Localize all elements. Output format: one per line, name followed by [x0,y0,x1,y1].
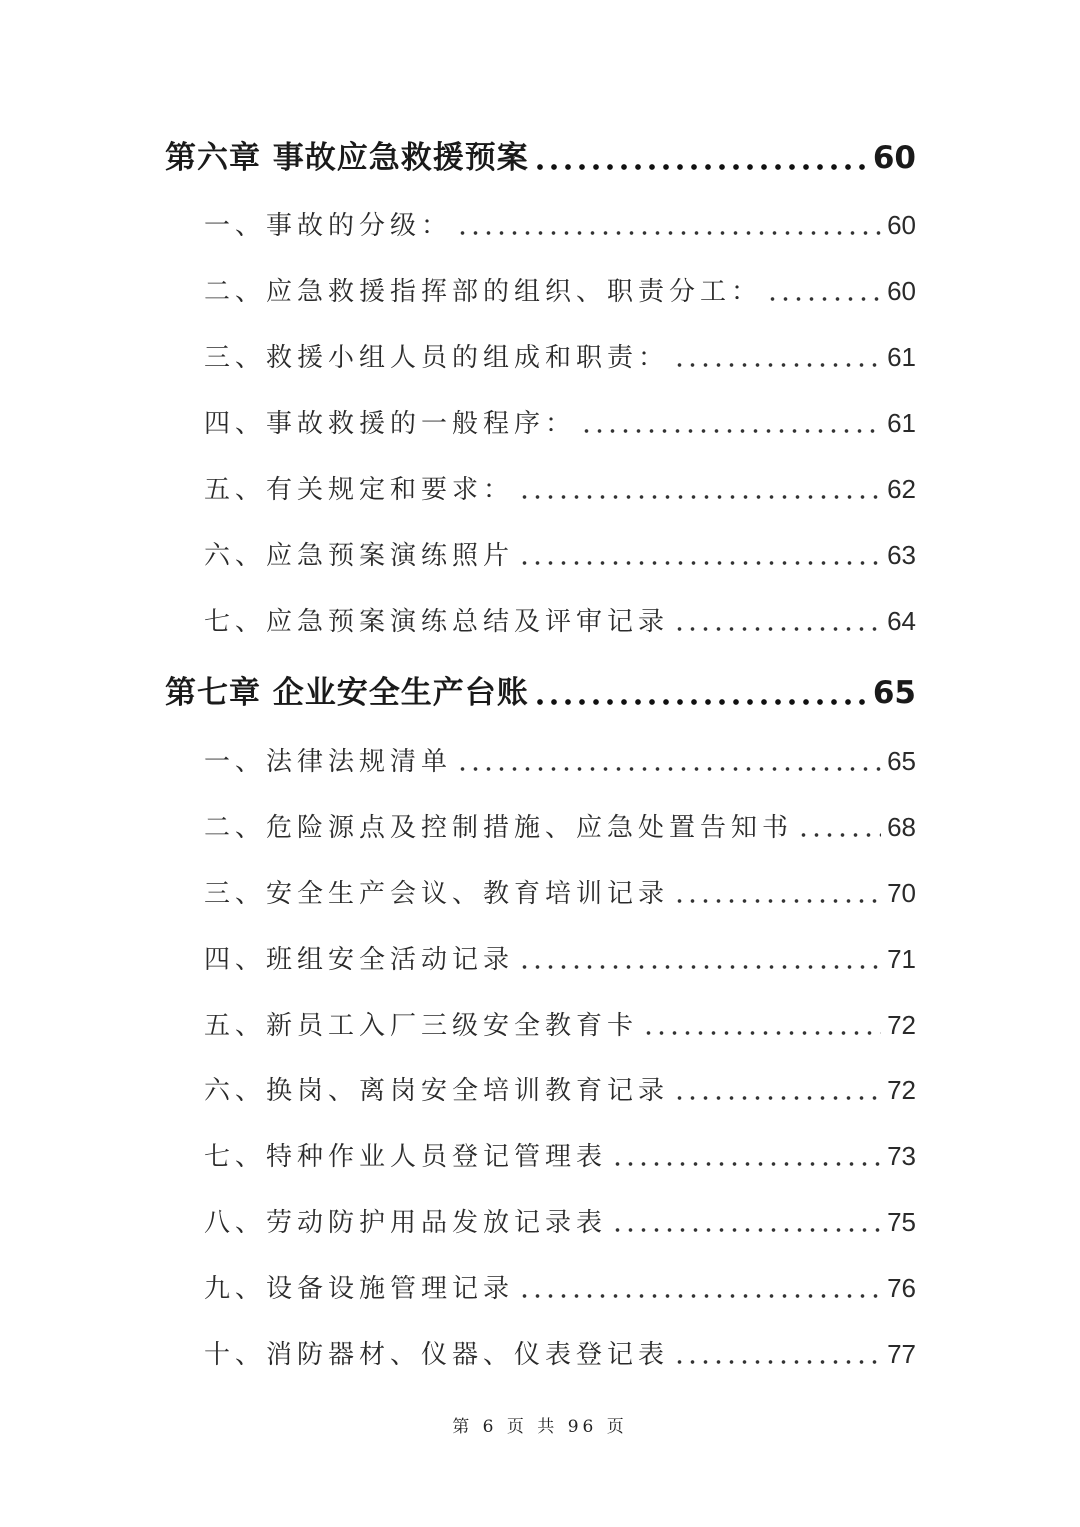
toc-section [0,1136,1080,1172]
toc-entry-title: 六、换岗、离岗安全培训教育记录 [204,1076,670,1106]
dot-leader [533,139,867,170]
dot-leader [518,473,881,499]
toc-section [0,1202,1080,1238]
toc-entry-title: 二、危险源点及控制措施、应急处置告知书 [204,813,794,843]
toc-entry-title: 三、救援小组人员的组成和职责： [204,343,670,373]
toc-entry-page: 75 [887,1207,916,1237]
toc-section [0,1070,1080,1106]
toc-entry-title: 七、应急预案演练总结及评审记录 [204,607,670,637]
dot-leader [456,745,881,771]
dot-leader [642,1009,881,1035]
toc-section [0,403,1080,439]
toc-entry-title: 十、消防器材、仪器、仪表登记表 [204,1340,670,1370]
toc-entry-page: 72 [887,1010,916,1040]
toc-section [0,807,1080,843]
dot-leader [611,1140,881,1166]
dot-leader [797,811,881,837]
toc-entry-page: 61 [887,408,916,438]
toc-entry-page: 62 [887,474,916,504]
toc-entry-page: 65 [872,675,916,711]
toc-entry-title: 八、劳动防护用品发放记录表 [204,1208,608,1238]
dot-leader [673,605,881,631]
toc-entry-title: 一、事故的分级： [204,211,453,241]
toc-section [0,939,1080,975]
toc-section [0,469,1080,505]
toc-entry-page: 73 [887,1141,916,1171]
toc-entry-title: 四、班组安全活动记录 [204,945,515,975]
toc-entry-page: 63 [887,540,916,570]
toc-section [0,1334,1080,1370]
toc-entry-title: 六、应急预案演练照片 [204,541,515,571]
dot-leader [673,1338,881,1364]
dot-leader [518,539,881,565]
toc-section [0,535,1080,571]
toc-entry-page: 71 [887,944,916,974]
toc-entry-page: 77 [887,1339,916,1369]
toc-entry-title: 第六章 事故应急救援预案 [165,140,529,176]
toc-entry-title: 二、应急救援指挥部的组织、职责分工： [204,277,763,307]
dot-leader [673,877,881,903]
toc-entry-page: 60 [887,210,916,240]
dot-leader [673,1074,881,1100]
toc-section [0,1005,1080,1041]
toc-entry-page: 60 [887,276,916,306]
toc-entry-page: 65 [887,746,916,776]
dot-leader [456,209,881,235]
toc-entry-page: 60 [872,140,916,176]
toc-entry-title: 五、有关规定和要求： [204,475,515,505]
dot-leader [580,407,881,433]
toc-section [0,741,1080,777]
toc-section [0,271,1080,307]
dot-leader [533,674,867,705]
toc-section [0,1268,1080,1304]
toc-entry-page: 64 [887,606,916,636]
toc-entry-page: 61 [887,342,916,372]
toc-entry-title: 三、安全生产会议、教育培训记录 [204,879,670,909]
toc-section [0,205,1080,241]
page-footer: 第 6 页 共 96 页 [452,1417,628,1437]
toc-entry-title: 九、设备设施管理记录 [204,1274,515,1304]
toc-section [0,601,1080,637]
toc-entry-title: 一、法律法规清单 [204,747,453,777]
toc-chapter-7 [0,667,1080,711]
dot-leader [518,943,881,969]
toc-section [0,337,1080,373]
dot-leader [673,341,881,367]
toc-entry-title: 四、事故救援的一般程序： [204,409,577,439]
toc-chapter-6 [0,132,1080,176]
toc-entry-page: 76 [887,1273,916,1303]
toc-entry-page: 72 [887,1075,916,1105]
dot-leader [518,1272,881,1298]
toc-entry-page: 70 [887,878,916,908]
toc-section [0,873,1080,909]
toc-entry-title: 五、新员工入厂三级安全教育卡 [204,1011,639,1041]
dot-leader [766,275,881,301]
toc-entry-page: 68 [887,812,916,842]
toc-entry-title: 第七章 企业安全生产台账 [165,675,529,711]
toc-entry-title: 七、特种作业人员登记管理表 [204,1142,608,1172]
dot-leader [611,1206,881,1232]
